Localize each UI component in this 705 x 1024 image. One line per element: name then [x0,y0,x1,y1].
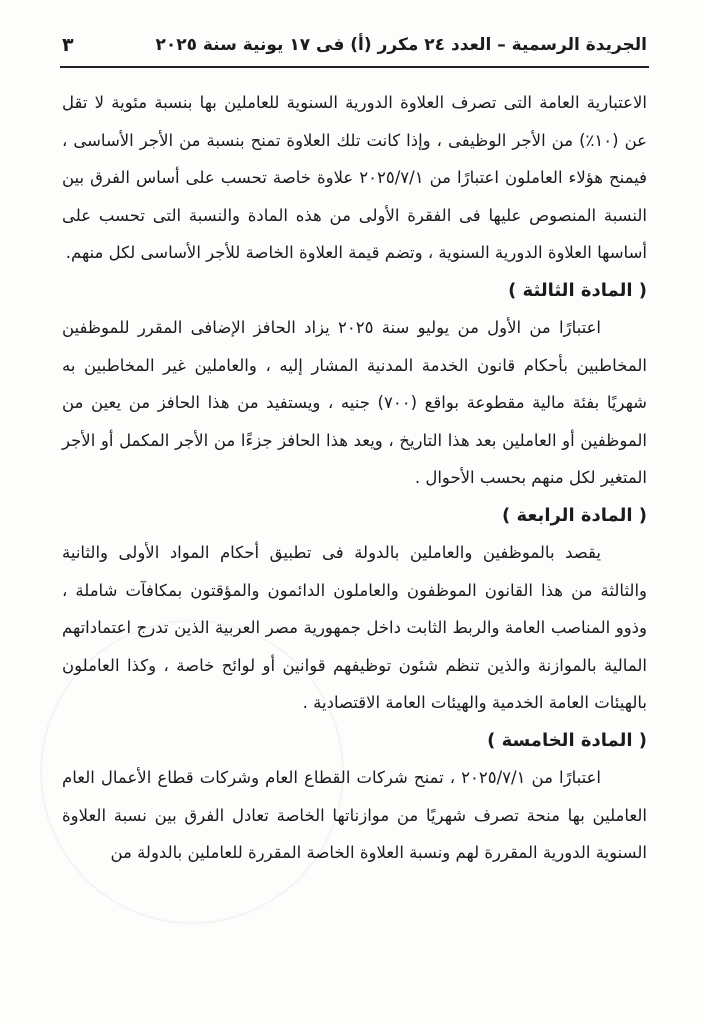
article-three-text: اعتبارًا من الأول من يوليو سنة ٢٠٢٥ يزاد الحافز الإضافى المقرر للموظفين المخاطبين بأحكام قانون الخدمة المدنية المشار إليه ، والعاملين غير المخاطبين به شهريًا بفئة مالية مقطوعة بواقع (٧٠٠) جنيه ، ويستفيد من هذا الحافز من يعين من الموظفين أو العاملين بعد هذا التاريخ ، ويعد هذا الحافز جزءًا من الأجر المكمل أو الأجر المتغير لكل منهم بحسب الأحوال . [62,318,648,487]
page-header [62,30,647,60]
article-five-heading: ( المادة الخامسة ) [487,729,647,751]
document-body [62,84,647,872]
article-four-heading: ( المادة الرابعة ) [501,504,647,526]
gazette-header-title: الجريدة الرسمية – العدد ٢٤ مكرر (أ) فى ١٧ يونية سنة ٢٠٢٥ [155,35,647,55]
page-number: ٣ [62,34,74,56]
article-five-text: اعتبارًا من ٢٠٢٥/٧/١ ، تمنح شركات القطاع العام وشركات قطاع الأعمال العام العاملين بها منحة تصرف شهريًا من موازناتها الخاصة تعادل الفرق بين نسبة العلاوة السنوية الدورية المقررة لهم ونسبة العلاوة الخاصة المقررة للعاملين بالدولة من [62,768,647,862]
header-divider [60,66,649,68]
article-four-text: يقصد بالموظفين والعاملين بالدولة فى تطبيق أحكام المواد الأولى والثانية والثالثة من هذا القانون الموظفون والعاملون الدائمون والمؤقتون بمكافآت شاملة ، وذوو المناصب العامة والربط الثابت داخل جمهورية مصر العربية الذين تدرج اعتماداتهم المالية بالموازنة والذين تنظم شئون توظيفهم قوانين أو لوائح خاصة ، وكذا العاملون بالهيئات العامة الخدمية والهيئات العامة الاقتصادية . [62,543,647,712]
article-three-heading: ( المادة الثالثة ) [508,279,647,301]
paragraph-continuation: الاعتبارية العامة التى تصرف العلاوة الدورية السنوية للعاملين بها بنسبة مئوية لا تقل عن (١٠٪) من الأجر الوظيفى ، وإذا كانت تلك العلاوة تمنح بنسبة من الأجر الأساسى ، فيمنح هؤلاء العاملون اعتبارًا من ٢٠٢٥/٧/١ علاوة خاصة تحسب على أساس الفرق بين النسبة المنصوص عليها فى الفقرة الأولى من هذه المادة والنسبة التى تحسب على أساسها العلاوة الدورية السنوية ، وتضم قيمة العلاوة الخاصة للأجر الأساسى لكل منهم. [62,93,648,262]
